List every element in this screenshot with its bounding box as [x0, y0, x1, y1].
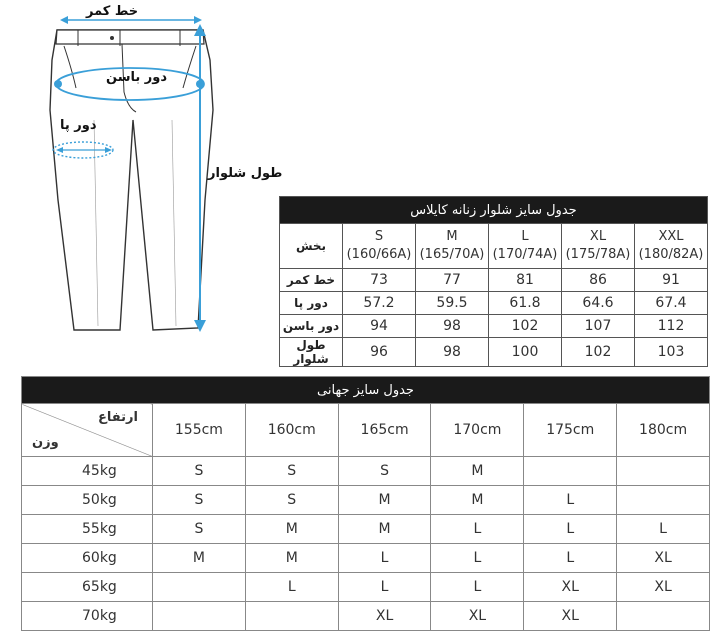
table-row: [280, 292, 708, 315]
size-col: M (165/70A): [416, 224, 489, 269]
table-cell: 73: [343, 269, 416, 292]
length-label: طول شلوار: [208, 166, 283, 181]
table-cell: 77: [416, 269, 489, 292]
leg-label: دور پا: [60, 118, 97, 133]
row-label: دور پا: [280, 292, 343, 315]
table-cell: L: [524, 544, 617, 573]
table-row: [280, 338, 708, 367]
table-cell: S: [153, 515, 246, 544]
table-row: [22, 457, 710, 486]
table-cell: M: [153, 544, 246, 573]
table-cell: M: [338, 515, 431, 544]
weight-axis-label: وزن: [32, 435, 59, 450]
table-cell: XL: [524, 602, 617, 631]
table-cell: [153, 573, 246, 602]
table-cell: 107: [562, 315, 635, 338]
table-cell: XL: [524, 573, 617, 602]
table-row: [22, 573, 710, 602]
table-cell: 102: [562, 338, 635, 367]
height-header-row: [22, 404, 710, 457]
table-row: [22, 602, 710, 631]
table-cell: M: [338, 486, 431, 515]
table-cell: 98: [416, 315, 489, 338]
table-row: [22, 515, 710, 544]
size-table-title: جدول سایز شلوار زنانه کایلاس: [280, 197, 708, 224]
height-axis-label: ارتفاع: [98, 410, 138, 425]
table-cell: L: [524, 486, 617, 515]
table-cell: [245, 602, 338, 631]
table-cell: [617, 486, 710, 515]
height-header: 165cm: [338, 404, 431, 457]
table-cell: [153, 602, 246, 631]
waist-label: خط کمر: [86, 4, 139, 19]
table-cell: L: [338, 544, 431, 573]
table-cell: 64.6: [562, 292, 635, 315]
weight-label: 70kg: [22, 602, 153, 631]
table-cell: 112: [635, 315, 708, 338]
table-cell: M: [431, 457, 524, 486]
table-cell: L: [431, 515, 524, 544]
world-table-title: جدول سایز جهانی: [22, 377, 710, 404]
table-cell: L: [617, 515, 710, 544]
table-cell: 102: [489, 315, 562, 338]
height-header: 175cm: [524, 404, 617, 457]
world-size-table: [21, 376, 710, 631]
pants-diagram: [20, 0, 283, 340]
table-cell: M: [245, 515, 338, 544]
size-col: XL (175/78A): [562, 224, 635, 269]
weight-label: 50kg: [22, 486, 153, 515]
table-cell: 86: [562, 269, 635, 292]
weight-label: 55kg: [22, 515, 153, 544]
table-cell: 67.4: [635, 292, 708, 315]
table-row: [22, 544, 710, 573]
height-header: 180cm: [617, 404, 710, 457]
table-cell: L: [524, 515, 617, 544]
table-cell: 61.8: [489, 292, 562, 315]
hip-label: دور باسن: [106, 70, 168, 85]
world-table-corner: [22, 404, 153, 457]
weight-label: 45kg: [22, 457, 153, 486]
table-cell: 59.5: [416, 292, 489, 315]
table-cell: 57.2: [343, 292, 416, 315]
table-cell: [617, 457, 710, 486]
table-cell: 98: [416, 338, 489, 367]
table-cell: L: [245, 573, 338, 602]
table-cell: L: [431, 544, 524, 573]
table-cell: S: [153, 457, 246, 486]
size-header-row: [280, 224, 708, 269]
table-cell: XL: [617, 573, 710, 602]
table-cell: S: [245, 457, 338, 486]
table-cell: S: [153, 486, 246, 515]
table-cell: XL: [338, 602, 431, 631]
table-cell: L: [338, 573, 431, 602]
table-row: [22, 486, 710, 515]
table-cell: 96: [343, 338, 416, 367]
size-table-corner: بخش: [280, 224, 343, 269]
table-cell: S: [245, 486, 338, 515]
table-row: [280, 315, 708, 338]
table-cell: [524, 457, 617, 486]
table-cell: M: [245, 544, 338, 573]
weight-label: 60kg: [22, 544, 153, 573]
table-cell: M: [431, 486, 524, 515]
row-label: دور باسن: [280, 315, 343, 338]
table-cell: 94: [343, 315, 416, 338]
table-cell: XL: [431, 602, 524, 631]
size-col: XXL (180/82A): [635, 224, 708, 269]
weight-label: 65kg: [22, 573, 153, 602]
size-table: [279, 196, 708, 367]
row-label: خط کمر: [280, 269, 343, 292]
table-cell: 100: [489, 338, 562, 367]
table-cell: 91: [635, 269, 708, 292]
table-cell: [617, 602, 710, 631]
table-cell: XL: [617, 544, 710, 573]
table-cell: 103: [635, 338, 708, 367]
height-header: 160cm: [245, 404, 338, 457]
table-cell: L: [431, 573, 524, 602]
table-cell: S: [338, 457, 431, 486]
size-col: S (160/66A): [343, 224, 416, 269]
row-label: طول شلوار: [280, 338, 343, 367]
table-row: [280, 269, 708, 292]
size-col: L (170/74A): [489, 224, 562, 269]
height-header: 155cm: [153, 404, 246, 457]
height-header: 170cm: [431, 404, 524, 457]
table-cell: 81: [489, 269, 562, 292]
